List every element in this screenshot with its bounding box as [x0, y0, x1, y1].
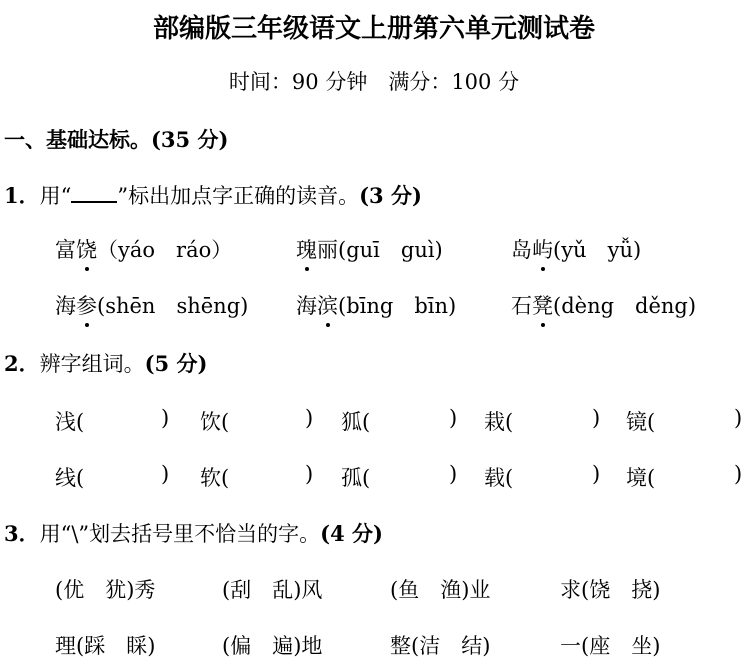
word-item: 浅( [55, 410, 85, 434]
choice-item: (偏 遍)地 [222, 634, 323, 658]
pinyin-item: 海参(shēn shēng) [55, 290, 248, 320]
exam-info: 时间：90 分钟 满分：100 分 [228, 70, 520, 94]
pinyin-item: 富饶（yáo ráo） [55, 234, 232, 264]
choice-item: 一(座 坐) [560, 634, 661, 658]
word-item-close: ) [449, 462, 458, 486]
question-score: (5 分) [144, 351, 208, 376]
question-number: 1． [4, 183, 40, 208]
word-item: 孤( [341, 466, 371, 490]
question-3 [4, 518, 383, 548]
question-score: (3 分) [359, 183, 422, 208]
word-item-close: ) [592, 462, 601, 486]
question-2 [4, 348, 207, 378]
question-text-suffix: ”标出加点字正确的读音。 [117, 184, 360, 208]
choice-item: (优 犹)秀 [55, 578, 156, 602]
word-item: 载( [484, 466, 514, 490]
word-item-close: ) [161, 406, 170, 430]
pinyin-item: 岛屿(yǔ yǚ) [511, 234, 641, 264]
dotted-char: 滨 [317, 290, 338, 320]
word-item: 饮( [200, 410, 230, 434]
word-item-close: ) [592, 406, 601, 430]
pinyin-item: 瑰丽(guī guì) [296, 234, 443, 264]
question-text-prefix: 用“ [39, 184, 72, 208]
word-item-close: ) [305, 406, 314, 430]
word-item-close: ) [161, 462, 170, 486]
choice-item: 求(饶 挠) [560, 578, 661, 602]
dotted-char: 屿 [532, 234, 553, 264]
word-item: 镜( [626, 410, 656, 434]
answer-blank [71, 183, 117, 203]
section-title: 一、基础达标。 [4, 127, 151, 152]
choice-item: 整(洁 结) [390, 634, 491, 658]
dotted-char: 参 [76, 290, 97, 320]
choice-item: (刮 乱)风 [222, 578, 323, 602]
dotted-char: 凳 [532, 290, 553, 320]
word-item: 栽( [484, 410, 514, 434]
question-1 [4, 180, 422, 210]
word-item: 线( [55, 466, 85, 490]
section-heading [4, 124, 228, 154]
word-item-close: ) [734, 462, 743, 486]
pinyin-item: 海滨(bīng bīn) [296, 290, 456, 320]
word-item: 狐( [341, 410, 371, 434]
question-number: 3． [4, 521, 40, 546]
dotted-char: 瑰 [296, 234, 317, 264]
section-score: (35 分) [151, 127, 229, 152]
question-score: (4 分) [320, 521, 383, 546]
word-item-close: ) [449, 406, 458, 430]
question-text: 辨字组词。 [39, 352, 145, 376]
word-item: 软( [200, 466, 230, 490]
question-number: 2． [4, 351, 40, 376]
word-item: 境( [626, 466, 656, 490]
question-text: 用“\”划去括号里不恰当的字。 [39, 522, 321, 546]
page-title: 部编版三年级语文上册第六单元测试卷 [152, 14, 595, 44]
dotted-char: 饶 [76, 234, 97, 264]
choice-item: (鱼 渔)业 [390, 578, 491, 602]
word-item-close: ) [305, 462, 314, 486]
choice-item: 理(踩 睬) [55, 634, 156, 658]
pinyin-item: 石凳(dèng děng) [511, 290, 696, 320]
word-item-close: ) [734, 406, 743, 430]
